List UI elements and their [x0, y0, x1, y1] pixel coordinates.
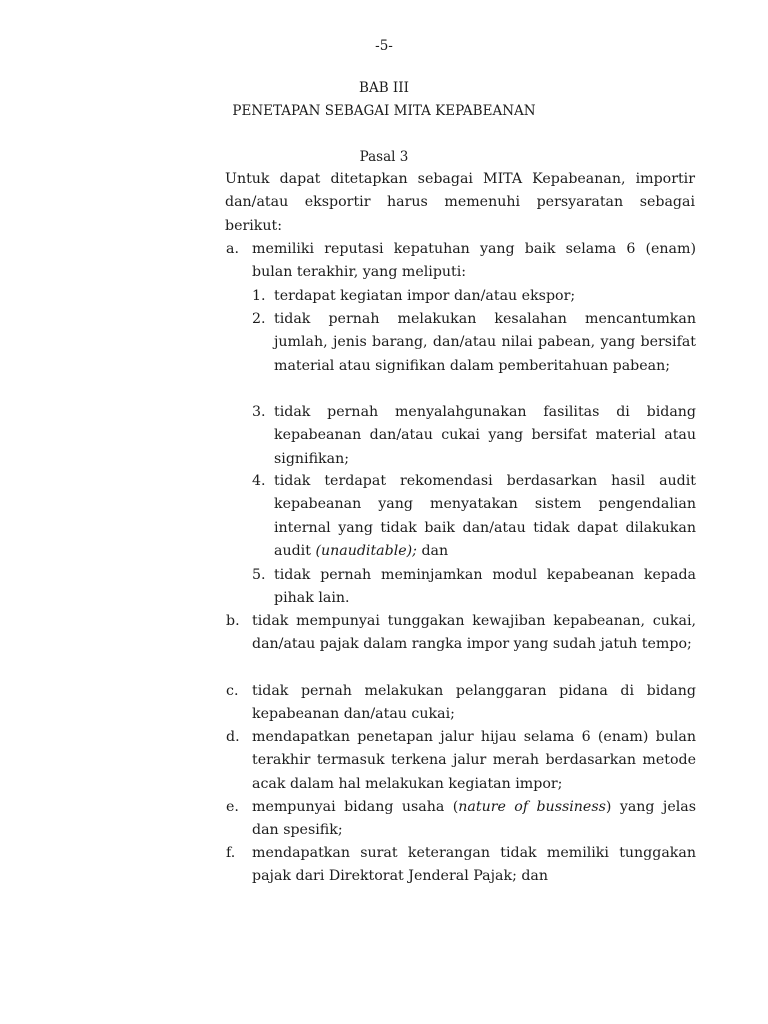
sub-item-text-part: tidak terdapat rekomendasi berdasarkan hasil audit kepabeanan yang menyatakan sistem pengendalian internal yang tidak baik dan/atau tidak dapat dilakukan audit: [274, 473, 696, 560]
sub-item-marker: 4.: [252, 473, 266, 489]
list-item-text: mendapatkan penetapan jalur hijau selama 6 (enam) bulan terakhir termasuk terkena jalur merah berdasarkan metode acak dalam hal melakukan kegiatan impor;: [252, 729, 696, 792]
list-marker: b.: [226, 613, 240, 629]
sub-item-text: terdapat kegiatan impor dan/atau ekspor;: [274, 288, 576, 304]
sub-item-text-italic: (unauditable);: [315, 543, 417, 560]
sub-item-text: tidak pernah menyalahgunakan fasilitas di bidang kepabeanan dan/atau cukai yang bersifat material atau signifikan;: [274, 404, 696, 467]
sub-item-text-part: dan: [416, 543, 449, 560]
sub-item-marker: 2.: [252, 311, 266, 327]
list-marker: a.: [226, 241, 239, 257]
list-marker: c.: [226, 683, 239, 699]
chapter-title: PENETAPAN SEBAGAI MITA KEPABEANAN: [232, 103, 536, 119]
sub-item-marker: 1.: [252, 288, 266, 304]
list-item-text-part: mempunyai bidang usaha (: [252, 799, 459, 815]
list-item-text: mendapatkan surat keterangan tidak memiliki tunggakan pajak dari Direktorat Jenderal Pajak; dan: [252, 845, 696, 885]
list-marker: d.: [226, 729, 240, 745]
list-item-text: [252, 796, 696, 843]
list-item-text: tidak mempunyai tunggakan kewajiban kepabeanan, cukai, dan/atau pajak dalam rangka impor yang sudah jatuh tempo;: [252, 613, 696, 653]
sub-item-marker: 5.: [252, 567, 266, 583]
sub-item-text: tidak pernah meminjamkan modul kepabeanan kepada pihak lain.: [274, 567, 696, 607]
list-item-text: tidak pernah melakukan pelanggaran pidana di bidang kepabeanan dan/atau cukai;: [252, 683, 696, 723]
article-heading: Pasal 3: [359, 149, 409, 165]
list-item-text: memiliki reputasi kepatuhan yang baik selama 6 (enam) bulan terakhir, yang meliputi:: [252, 241, 696, 281]
sub-item-marker: 3.: [252, 404, 266, 420]
sub-item-text: tidak pernah melakukan kesalahan mencantumkan jumlah, jenis barang, dan/atau nilai pabean, yang bersifat material atau signifikan dalam pemberitahuan pabean;: [274, 311, 696, 374]
page-number: -5-: [375, 38, 393, 54]
list-marker: e.: [226, 799, 239, 815]
intro-paragraph: Untuk dapat ditetapkan sebagai MITA Kepabeanan, importir dan/atau eksportir harus memenuhi persyaratan sebagai berikut:: [225, 171, 695, 234]
chapter-heading: BAB III: [359, 80, 409, 96]
sub-item-text: [274, 470, 696, 564]
list-item-text-italic: nature of bussiness: [458, 799, 606, 815]
list-item-text-part: ) yang jelas dan spesifik;: [252, 799, 696, 839]
list-marker: f.: [226, 845, 236, 861]
